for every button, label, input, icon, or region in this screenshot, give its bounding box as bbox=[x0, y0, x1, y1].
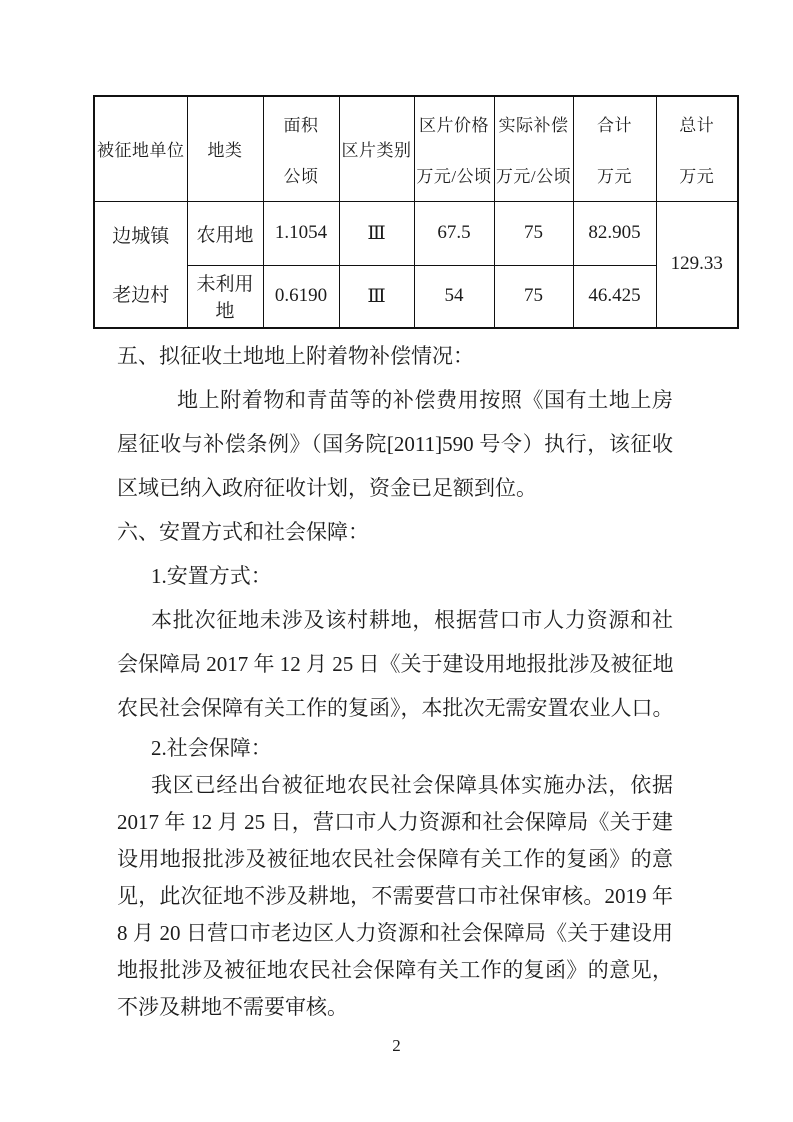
header-zone-class: 区片类别 bbox=[339, 96, 414, 201]
compensation-table-wrapper bbox=[93, 95, 739, 329]
section-six-heading: 六、安置方式和社会保障： bbox=[117, 520, 369, 544]
table-row bbox=[94, 265, 738, 328]
header-total: 总计 万元 bbox=[656, 96, 738, 201]
paragraph-line: 8 月 20 日营口市老边区人力资源和社会保障局《关于建设用 bbox=[117, 921, 673, 945]
header-land-type: 地类 bbox=[187, 96, 263, 201]
paragraph-line: 地报批涉及被征地农民社会保障有关工作的复函》的意见， bbox=[117, 958, 673, 982]
paragraph-line: 农民社会保障有关工作的复函》，本批次无需安置农业人口。 bbox=[117, 696, 674, 720]
paragraph-line: 本批次征地未涉及该村耕地，根据营口市人力资源和社 bbox=[151, 608, 673, 632]
cell-land-type: 农用地 bbox=[187, 201, 263, 265]
section-six-social bbox=[117, 730, 673, 1026]
document-body bbox=[117, 334, 673, 1026]
cell-unit: 边城镇 老边村 bbox=[94, 201, 187, 328]
cell-subtotal: 46.425 bbox=[573, 265, 656, 328]
compensation-table bbox=[93, 95, 739, 329]
header-zone-price: 区片价格 万元/公顷 bbox=[414, 96, 494, 201]
subsection-two-heading: 2.社会保障： bbox=[151, 736, 272, 760]
cell-area: 1.1054 bbox=[263, 201, 339, 265]
paragraph-line: 我区已经出台被征地农民社会保障具体实施办法，依据 bbox=[151, 773, 673, 797]
header-actual-comp: 实际补偿 万元/公顷 bbox=[494, 96, 573, 201]
section-five bbox=[117, 334, 673, 510]
page-number: 2 bbox=[392, 1036, 401, 1055]
cell-subtotal: 82.905 bbox=[573, 201, 656, 265]
cell-actual-comp: 75 bbox=[494, 201, 573, 265]
paragraph-line: 地上附着物和青苗等的补偿费用按照《国有土地上房 bbox=[177, 388, 673, 412]
paragraph-line: 不涉及耕地不需要审核。 bbox=[117, 995, 348, 1019]
section-five-heading: 五、拟征收土地地上附着物补偿情况： bbox=[117, 344, 474, 368]
paragraph-line: 见，此次征地不涉及耕地，不需要营口市社保审核。2019 年 bbox=[117, 884, 673, 908]
header-subtotal: 合计 万元 bbox=[573, 96, 656, 201]
paragraph-line: 会保障局 2017 年 12 月 25 日《关于建设用地报批涉及被征地 bbox=[117, 652, 674, 676]
table-row bbox=[94, 201, 738, 265]
section-six bbox=[117, 510, 673, 730]
header-unit: 被征地单位 bbox=[94, 96, 187, 201]
paragraph-line: 屋征收与补偿条例》（国务院[2011]590 号令）执行，该征收 bbox=[117, 432, 673, 456]
cell-zone-price: 54 bbox=[414, 265, 494, 328]
paragraph-line: 区域已纳入政府征收计划，资金已足额到位。 bbox=[117, 476, 537, 500]
cell-area: 0.6190 bbox=[263, 265, 339, 328]
cell-land-type: 未利用地 bbox=[187, 265, 263, 328]
paragraph-line: 设用地报批涉及被征地农民社会保障有关工作的复函》的意 bbox=[117, 847, 673, 871]
table-header-row bbox=[94, 96, 738, 201]
header-area: 面积 公顷 bbox=[263, 96, 339, 201]
paragraph-line: 2017 年 12 月 25 日，营口市人力资源和社会保障局《关于建 bbox=[117, 810, 673, 834]
cell-zone-price: 67.5 bbox=[414, 201, 494, 265]
cell-zone-class: Ⅲ bbox=[339, 201, 414, 265]
subsection-one-heading: 1.安置方式： bbox=[151, 564, 272, 588]
cell-actual-comp: 75 bbox=[494, 265, 573, 328]
cell-zone-class: Ⅲ bbox=[339, 265, 414, 328]
cell-total: 129.33 bbox=[656, 201, 738, 328]
